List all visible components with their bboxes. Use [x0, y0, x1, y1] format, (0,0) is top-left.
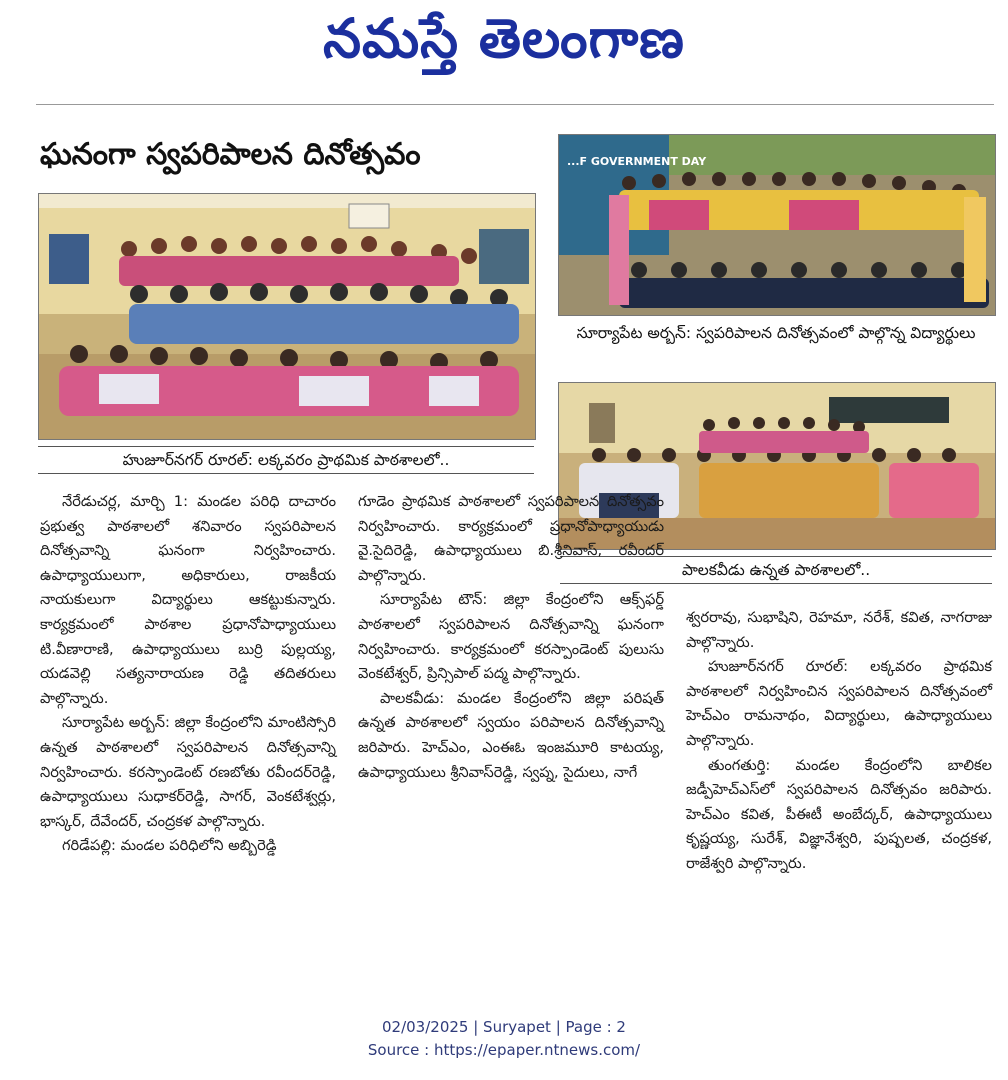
newspaper-logo-title: నమస్తే తెలంగాణ	[323, 7, 685, 70]
banner-text: ...F GOVERNMENT DAY	[567, 155, 707, 168]
photo-lakkavaram-school	[38, 193, 536, 440]
photo3-caption: పాలకవీడు ఉన్నత పాఠశాలలో..	[681, 561, 871, 579]
footer-source-line: Source : https://epaper.ntnews.com/	[367, 1041, 641, 1059]
article-column-3	[686, 606, 992, 877]
col3-para-1: శ్వరరావు, సుభాషిని, రెహమా, నరేశ్, కవిత, నాగరాజు పాల్గొన్నారు.	[686, 609, 992, 651]
col3-para-3: తుంగతుర్తి: మండల కేంద్రంలోని బాలికల జడ్పీహెచ్‌ఎస్‌లో స్వపరిపాలన దినోత్సవం జరిపారు. హెచ్‌ఎం కవిత, పీఈటీ అంబేద్కర్, ఉపాధ్యాయులు కృష్ణయ్య, సురేశ్, విజ్ఞానేశ్వరి, పుష్పలత, చంద్రకళ, రాజేశ్వరి పాల్గొన్నారు.	[686, 756, 992, 872]
article-column-2	[358, 490, 664, 785]
article-column-1	[40, 490, 336, 859]
photo1-caption: హుజూర్‌నగర్ రూరల్: లక్కవరం ప్రాథమిక పాఠశాలలో..	[122, 451, 450, 469]
photo-montessori-school	[558, 134, 996, 316]
col3-para-2: హుజూర్‌నగర్ రూరల్: లక్కవరం ప్రాథమిక పాఠశాలలో నిర్వహించిన స్వపరిపాలన దినోత్సవంలో హెచ్‌ఎం రామనాథం, విద్యార్థులు, ఉపాధ్యాయులు పాల్గొన్నారు.	[686, 658, 992, 749]
col1-para-2: సూర్యాపేట అర్బన్: జిల్లా కేంద్రంలోని మాంటిస్సోరి ఉన్నత పాఠశాలలో స్వపరిపాలన దినోత్సవాన్ని నిర్వహించారు. కరస్పాండెంట్ రణబోతు రవీందర్‌రెడ్డి, ఉపాధ్యాయులు సుధాకర్‌రెడ్డి, సాగర్, వెంకటేశ్వర్లు, భాస్కర్, దేవేందర్, చంద్రకళ పాల్గొన్నారు.	[40, 714, 336, 830]
col2-para-3: పాలకవీడు: మండల కేంద్రంలోని జిల్లా పరిషత్ ఉన్నత పాఠశాలలో స్వయం పరిపాలన దినోత్సవాన్ని జరిపారు. హెచ్‌ఎం, ఎంఈఓ ఇంజమూరి కాటయ్య, ఉపాధ్యాయులు శ్రీనివాస్‌రెడ్డి, స్వప్న, సైదులు, నాగే	[358, 689, 664, 781]
photo2-caption: సూర్యాపేట అర్బన్: స్వపరిపాలన దినోత్సవంలో పాల్గొన్న విద్యార్థులు	[576, 324, 976, 342]
col1-para-3: గరిడేపల్లి: మండల పరిధిలోని అబ్బిరెడ్డి	[62, 837, 277, 855]
footer-date-line: 02/03/2025 | Suryapet | Page : 2	[382, 1018, 626, 1036]
col2-para-2: సూర్యాపేట టౌన్: జిల్లా కేంద్రంలోని ఆక్స్‌ఫర్డ్ పాఠశాలలో స్వపరిపాలన దినోత్సవాన్ని ఘనంగా నిర్వహించారు. కార్యక్రమంలో కరస్పాండెంట్ పులుసు వెంకటేశ్వర్, ప్రిన్సిపాల్ పద్మ పాల్గొన్నారు.	[358, 591, 664, 683]
col1-para-1: నేరేడుచర్ల, మార్చి 1: మండల పరిధి దాచారం ప్రభుత్వ పాఠశాలలో శనివారం స్వపరిపాలన దినోత్సవాన్ని ఘనంగా నిర్వహించారు. ఉపాధ్యాయులుగా, అధికారులు, రాజకీయ నాయకులుగా విద్యార్థులు ఆకట్టుకున్నారు. కార్యక్రమంలో పాఠశాల ప్రధానోపాధ్యాయులు టి.వీణారాణి, ఉపాధ్యాయులు బుర్రి పుల్లయ్య, యడవెల్లి సత్యనారాయణ రెడ్డి తదితరులు పాల్గొన్నారు.	[40, 493, 336, 707]
col2-para-1: గూడెం ప్రాథమిక పాఠశాలలో స్వపరిపాలన దినోత్సవం నిర్వహించారు. కార్యక్రమంలో ప్రధానోపాధ్యాయుడు వై.సైదిరెడ్డి, ఉపాధ్యాయులు బి.శ్రీనివాస్, రవీందర్ పాల్గొన్నారు.	[358, 493, 664, 584]
masthead	[0, 0, 1008, 78]
article-headline: ఘనంగా స్వపరిపాలన దినోత్సవం	[40, 137, 421, 172]
top-rule	[36, 104, 994, 105]
